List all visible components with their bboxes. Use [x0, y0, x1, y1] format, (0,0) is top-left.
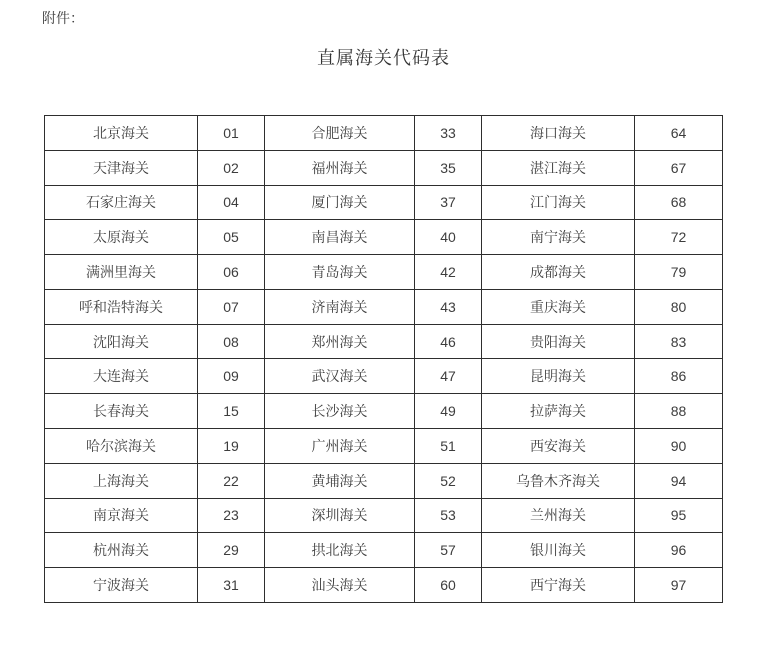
- customs-name-cell: 福州海关: [265, 150, 415, 185]
- customs-name-cell: 太原海关: [45, 220, 198, 255]
- customs-code-cell: 40: [415, 220, 482, 255]
- customs-name-cell: 银川海关: [482, 533, 635, 568]
- customs-code-cell: 19: [198, 429, 265, 464]
- customs-name-cell: 北京海关: [45, 116, 198, 151]
- table-row: [45, 185, 723, 220]
- customs-name-cell: 昆明海关: [482, 359, 635, 394]
- customs-name-cell: 深圳海关: [265, 498, 415, 533]
- customs-name-cell: 重庆海关: [482, 289, 635, 324]
- customs-code-cell: 09: [198, 359, 265, 394]
- customs-code-cell: 51: [415, 429, 482, 464]
- customs-code-cell: 49: [415, 394, 482, 429]
- customs-code-cell: 52: [415, 463, 482, 498]
- customs-name-cell: 江门海关: [482, 185, 635, 220]
- customs-code-cell: 22: [198, 463, 265, 498]
- customs-code-cell: 33: [415, 116, 482, 151]
- table-row: [45, 568, 723, 603]
- customs-name-cell: 石家庄海关: [45, 185, 198, 220]
- customs-code-cell: 53: [415, 498, 482, 533]
- table-row: [45, 533, 723, 568]
- customs-code-cell: 01: [198, 116, 265, 151]
- customs-code-cell: 31: [198, 568, 265, 603]
- customs-name-cell: 贵阳海关: [482, 324, 635, 359]
- customs-name-cell: 哈尔滨海关: [45, 429, 198, 464]
- customs-name-cell: 南京海关: [45, 498, 198, 533]
- table-row: [45, 359, 723, 394]
- customs-code-cell: 83: [635, 324, 723, 359]
- customs-name-cell: 大连海关: [45, 359, 198, 394]
- customs-name-cell: 满洲里海关: [45, 255, 198, 290]
- customs-name-cell: 乌鲁木齐海关: [482, 463, 635, 498]
- customs-code-cell: 79: [635, 255, 723, 290]
- customs-code-cell: 29: [198, 533, 265, 568]
- customs-name-cell: 汕头海关: [265, 568, 415, 603]
- customs-name-cell: 沈阳海关: [45, 324, 198, 359]
- customs-name-cell: 合肥海关: [265, 116, 415, 151]
- customs-name-cell: 海口海关: [482, 116, 635, 151]
- customs-code-cell: 88: [635, 394, 723, 429]
- customs-code-cell: 23: [198, 498, 265, 533]
- customs-name-cell: 上海海关: [45, 463, 198, 498]
- customs-name-cell: 兰州海关: [482, 498, 635, 533]
- customs-code-cell: 68: [635, 185, 723, 220]
- customs-code-cell: 07: [198, 289, 265, 324]
- customs-code-cell: 86: [635, 359, 723, 394]
- attachment-label: 附件：: [42, 10, 84, 26]
- customs-code-cell: 15: [198, 394, 265, 429]
- customs-code-cell: 05: [198, 220, 265, 255]
- customs-name-cell: 西安海关: [482, 429, 635, 464]
- customs-name-cell: 长沙海关: [265, 394, 415, 429]
- customs-code-cell: 97: [635, 568, 723, 603]
- customs-name-cell: 拱北海关: [265, 533, 415, 568]
- customs-name-cell: 宁波海关: [45, 568, 198, 603]
- customs-name-cell: 长春海关: [45, 394, 198, 429]
- customs-name-cell: 天津海关: [45, 150, 198, 185]
- table-row: [45, 220, 723, 255]
- table-row: [45, 255, 723, 290]
- customs-code-cell: 08: [198, 324, 265, 359]
- customs-code-cell: 57: [415, 533, 482, 568]
- customs-name-cell: 厦门海关: [265, 185, 415, 220]
- customs-name-cell: 济南海关: [265, 289, 415, 324]
- customs-code-cell: 60: [415, 568, 482, 603]
- customs-code-cell: 37: [415, 185, 482, 220]
- table-row: [45, 150, 723, 185]
- customs-name-cell: 广州海关: [265, 429, 415, 464]
- customs-code-cell: 42: [415, 255, 482, 290]
- customs-code-cell: 72: [635, 220, 723, 255]
- customs-name-cell: 杭州海关: [45, 533, 198, 568]
- customs-name-cell: 湛江海关: [482, 150, 635, 185]
- customs-code-cell: 04: [198, 185, 265, 220]
- customs-code-cell: 67: [635, 150, 723, 185]
- customs-code-cell: 64: [635, 116, 723, 151]
- customs-name-cell: 南宁海关: [482, 220, 635, 255]
- customs-name-cell: 青岛海关: [265, 255, 415, 290]
- customs-name-cell: 郑州海关: [265, 324, 415, 359]
- page-title: 直属海关代码表: [317, 48, 450, 68]
- table-row: [45, 498, 723, 533]
- customs-code-cell: 80: [635, 289, 723, 324]
- customs-code-cell: 47: [415, 359, 482, 394]
- customs-name-cell: 黄埔海关: [265, 463, 415, 498]
- table-row: [45, 394, 723, 429]
- customs-code-cell: 35: [415, 150, 482, 185]
- customs-code-cell: 46: [415, 324, 482, 359]
- customs-code-table-body: [45, 116, 723, 603]
- table-row: [45, 116, 723, 151]
- customs-name-cell: 呼和浩特海关: [45, 289, 198, 324]
- table-row: [45, 289, 723, 324]
- customs-code-cell: 90: [635, 429, 723, 464]
- customs-name-cell: 南昌海关: [265, 220, 415, 255]
- customs-code-cell: 06: [198, 255, 265, 290]
- customs-code-cell: 95: [635, 498, 723, 533]
- customs-code-table: [44, 115, 723, 603]
- table-row: [45, 463, 723, 498]
- customs-code-cell: 02: [198, 150, 265, 185]
- customs-code-cell: 43: [415, 289, 482, 324]
- customs-code-cell: 94: [635, 463, 723, 498]
- table-row: [45, 429, 723, 464]
- customs-name-cell: 成都海关: [482, 255, 635, 290]
- customs-name-cell: 西宁海关: [482, 568, 635, 603]
- customs-name-cell: 武汉海关: [265, 359, 415, 394]
- customs-code-cell: 96: [635, 533, 723, 568]
- customs-name-cell: 拉萨海关: [482, 394, 635, 429]
- table-row: [45, 324, 723, 359]
